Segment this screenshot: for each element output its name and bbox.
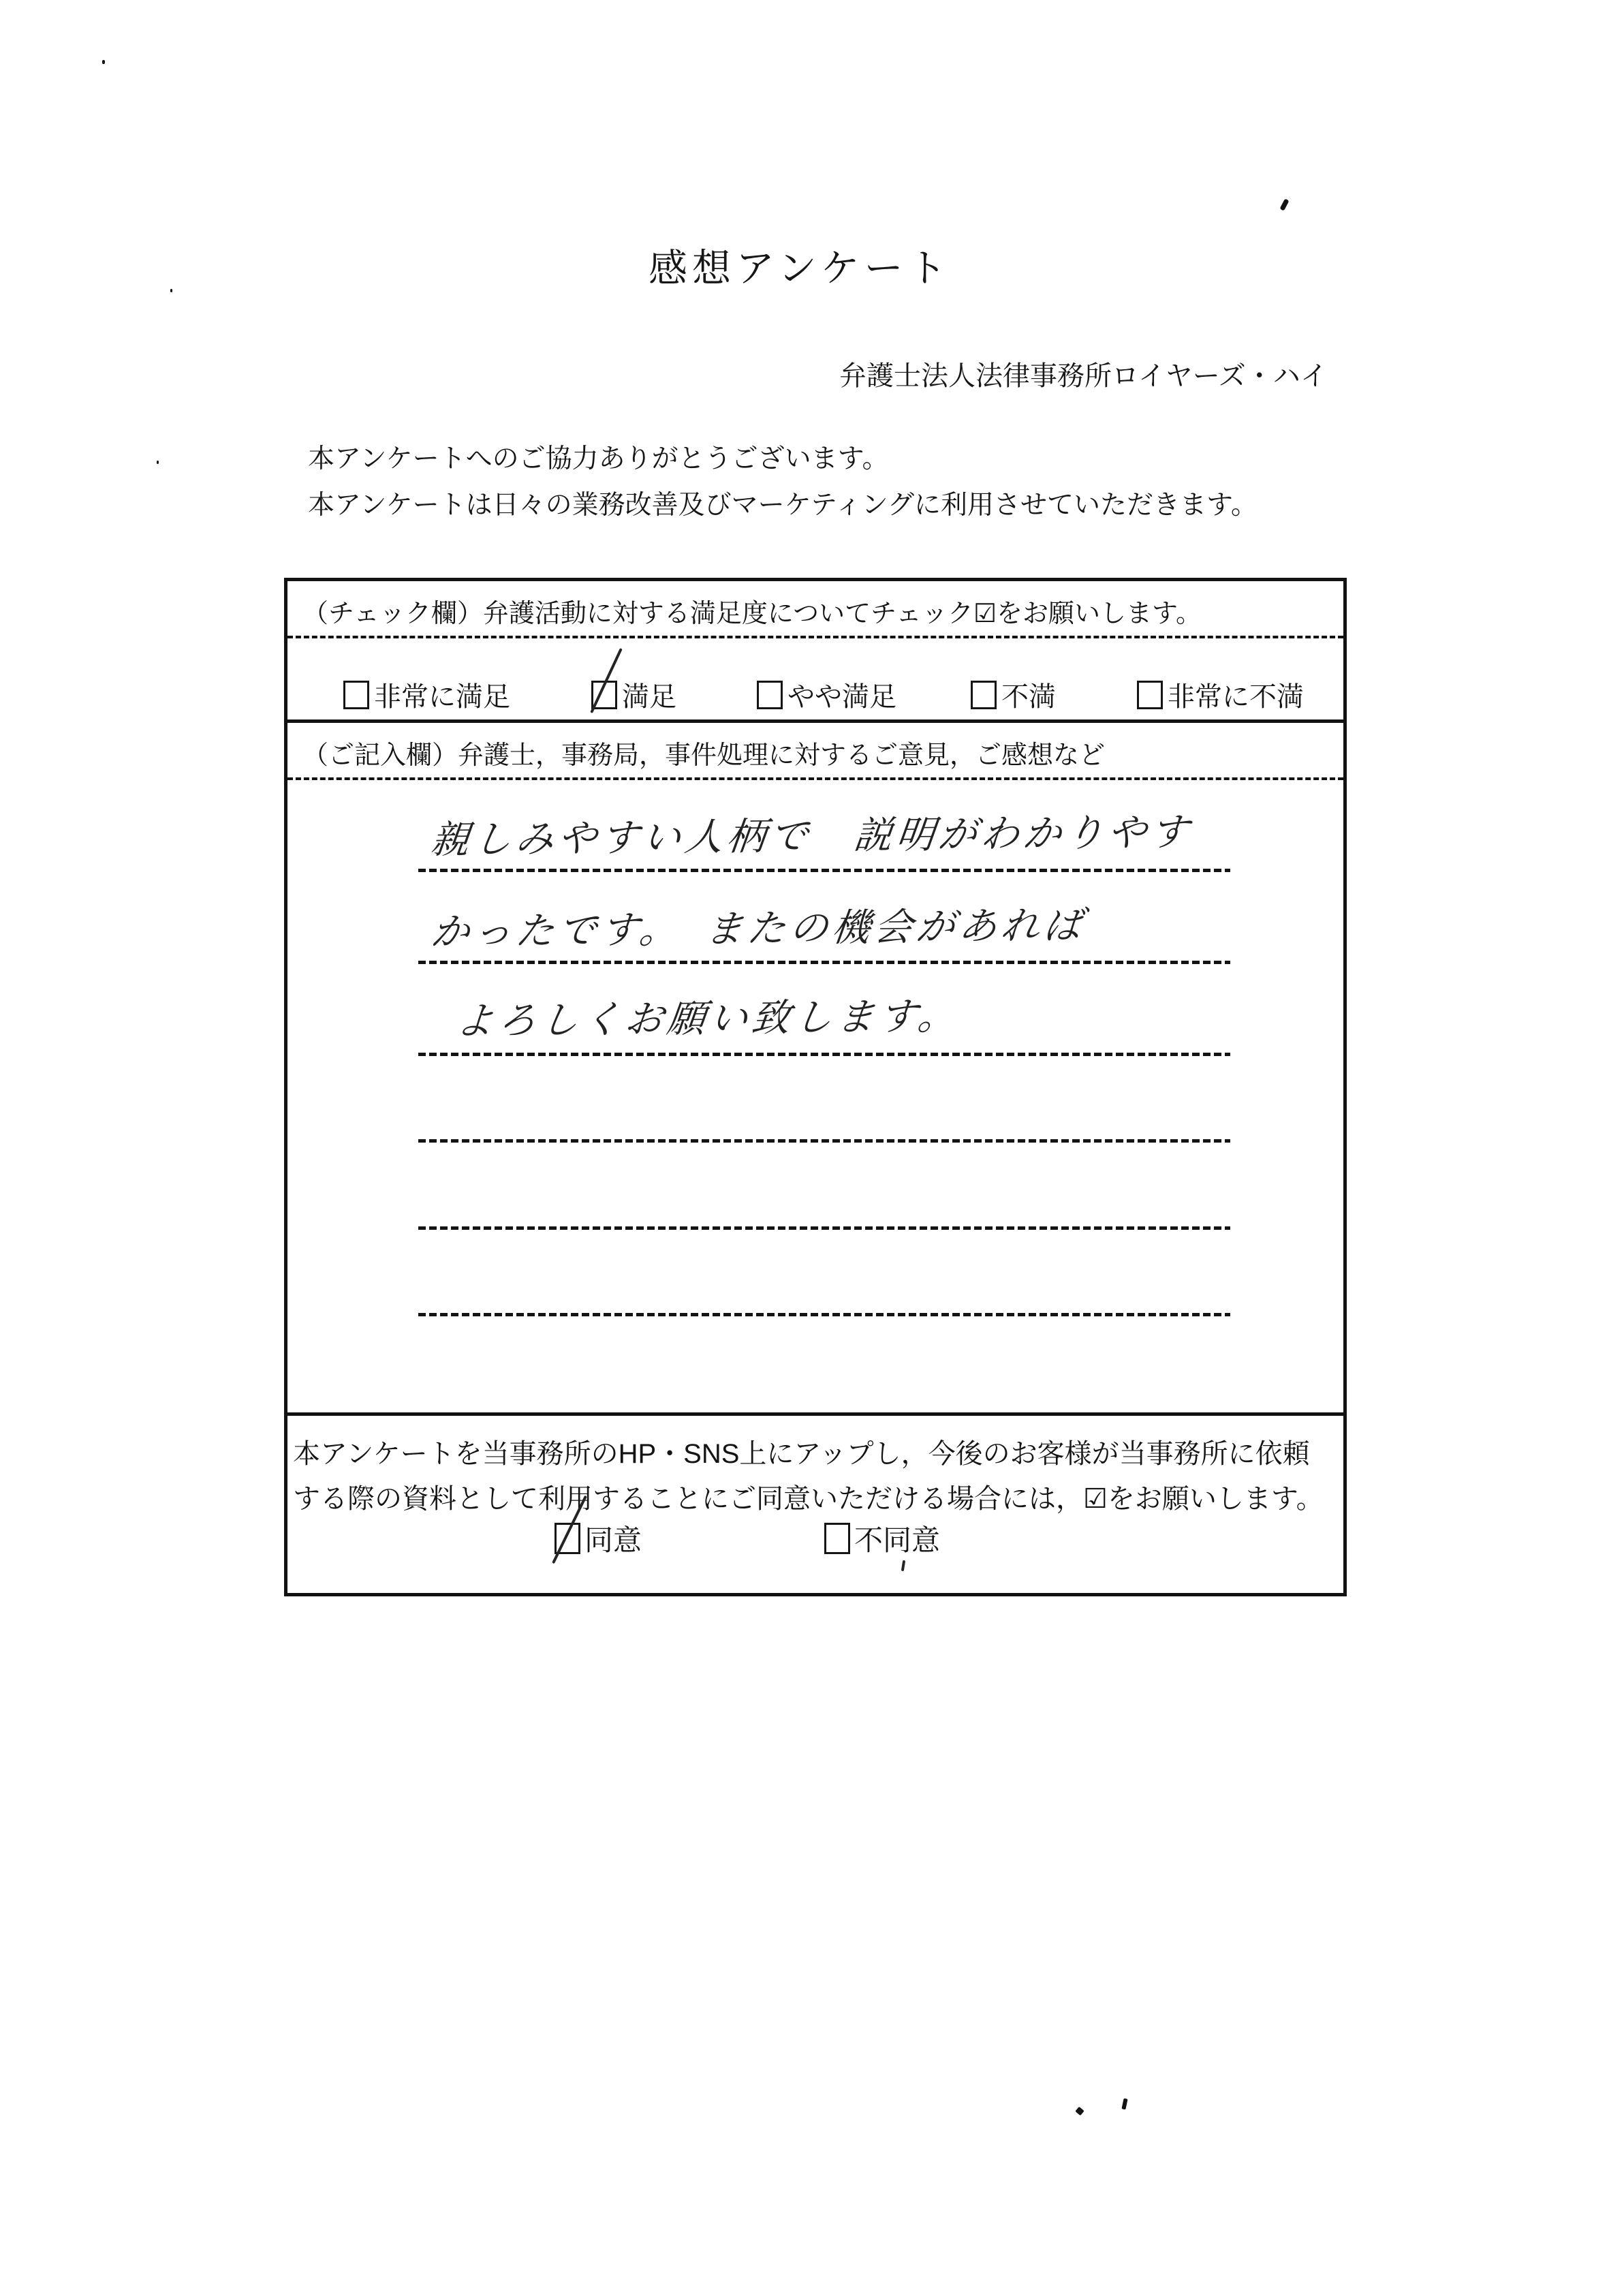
ruled-line <box>418 1313 1230 1316</box>
scan-speck <box>1279 198 1289 211</box>
option-label: やや満足 <box>787 682 896 712</box>
scan-speck <box>1075 2107 1084 2116</box>
handwritten-comment-line-2: かったです。 またの機会があれば <box>428 903 1089 955</box>
checkbox-dissatisfied <box>971 681 997 709</box>
intro-text <box>308 436 1258 529</box>
page-title: 感想アンケート <box>649 247 952 290</box>
scan-speck <box>157 461 159 464</box>
scan-speck <box>1121 2099 1127 2110</box>
ruled-line <box>418 1053 1230 1056</box>
checkbox-very-satisfied <box>343 681 369 709</box>
scan-speck <box>170 289 172 292</box>
option-label: 満足 <box>622 682 676 712</box>
option-label: 非常に満足 <box>374 682 510 712</box>
scan-stray-mark <box>901 1560 905 1571</box>
consent-text-line-1: 本アンケートを当事務所のHP・SNS上にアップし，今後のお客様が当事務所に依頼 <box>293 1439 1310 1469</box>
checkbox-disagree <box>824 1523 850 1554</box>
option-disagree <box>824 1518 940 1559</box>
satisfaction-options-row <box>287 638 1343 723</box>
intro-line-1: 本アンケートへのご協力ありがとうございます。 <box>308 444 889 474</box>
ruled-line <box>418 869 1230 872</box>
intro-line-2: 本アンケートは日々の業務改善及びマーケティングに利用させていただきます。 <box>308 491 1258 520</box>
satisfaction-header-text: （チェック欄）弁護活動に対する満足度についてチェック☑をお願いします。 <box>302 600 1202 628</box>
handwritten-comment-line-3: よろしくお願い致します。 <box>453 994 963 1044</box>
comment-section-header <box>287 723 1343 780</box>
option-dissatisfied <box>971 675 1056 714</box>
ruled-line <box>418 1226 1230 1230</box>
option-agree <box>555 1518 642 1559</box>
checkbox-very-dissatisfied <box>1137 681 1163 709</box>
consent-section <box>287 1416 1343 1593</box>
option-label: 非常に不満 <box>1168 682 1304 712</box>
comment-header-text: （ご記入欄）弁護士，事務局，事件処理に対するご意見，ご感想など <box>302 741 1106 770</box>
handwritten-comment-line-1: 親しみやすい人柄で 説明がわかりやす <box>428 810 1195 863</box>
option-label: 同意 <box>584 1524 642 1556</box>
checkbox-somewhat-satisfied <box>757 681 783 709</box>
option-very-satisfied <box>343 675 510 714</box>
consent-text-line-2: する際の資料として利用することにご同意いただける場合には，☑をお願いします。 <box>293 1484 1324 1514</box>
option-label: 不満 <box>1001 682 1056 712</box>
scan-speck <box>102 60 105 64</box>
option-somewhat-satisfied <box>757 675 896 714</box>
ruled-line <box>418 1139 1230 1143</box>
satisfaction-section-header <box>287 581 1343 638</box>
option-label: 不同意 <box>854 1524 941 1556</box>
option-very-dissatisfied <box>1137 675 1304 714</box>
ruled-line <box>418 961 1230 964</box>
comment-writing-area <box>287 780 1343 1416</box>
organization-name: 弁護士法人法律事務所ロイヤーズ・ハイ <box>839 361 1328 391</box>
questionnaire-form-box <box>284 578 1347 1596</box>
